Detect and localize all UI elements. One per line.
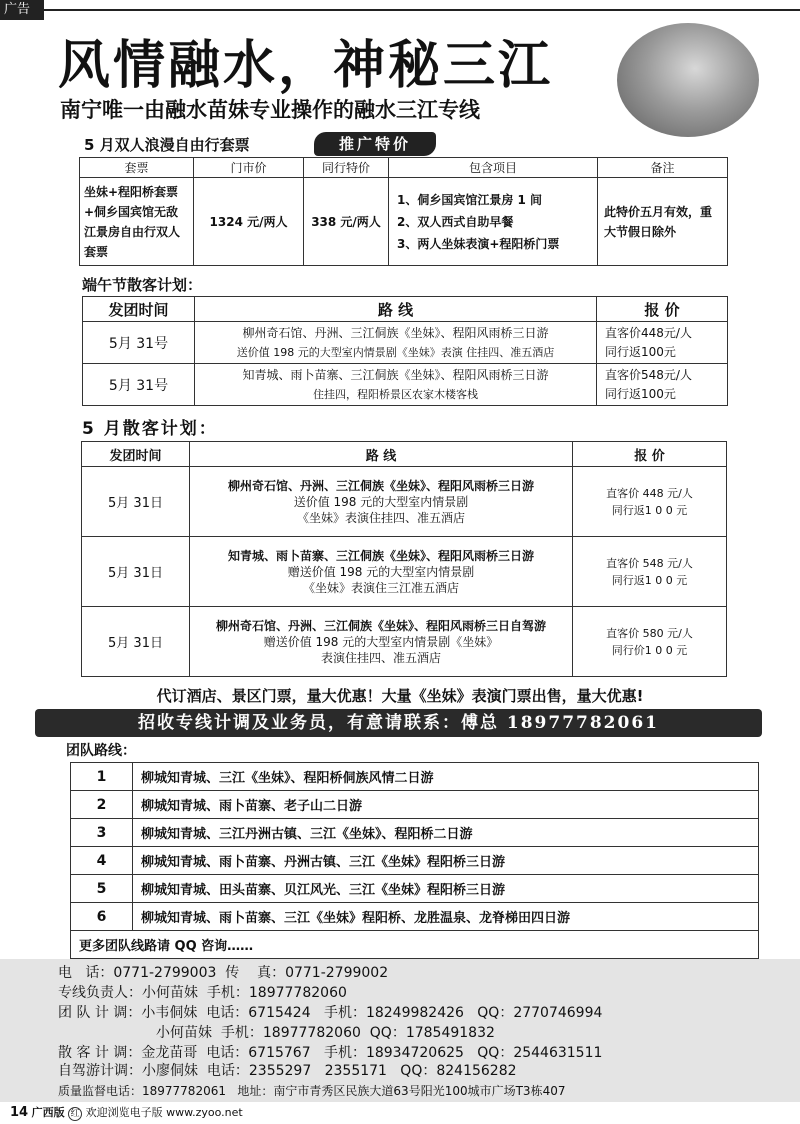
contact-panel: [0, 959, 800, 1102]
header-cell: 同行特价: [304, 158, 389, 178]
route-name: 柳城知青城、田头苗寨、贝江风光、三江《坐妹》程阳桥三日游: [133, 875, 759, 903]
items-cell: [389, 178, 598, 266]
route-line: 《坐妹》表演住三江准五酒店: [302, 580, 459, 595]
table-header-row: [82, 442, 727, 467]
route-cell: [190, 467, 573, 537]
top-divider: [44, 9, 800, 11]
promo-badge: 推广特价: [314, 132, 436, 156]
header-cell: 包含项目: [389, 158, 598, 178]
route-line: 表演住挂四、准五酒店: [320, 650, 441, 665]
header-cell: 门市价: [194, 158, 304, 178]
page-title: 风情融水，神秘三江: [58, 36, 554, 96]
dragon-boat-table: [82, 296, 728, 406]
page-footer: [10, 1106, 243, 1121]
table-row: [83, 322, 728, 364]
item-line: 2、双人西式自助早餐: [397, 214, 514, 229]
date-cell: 5月 31日: [82, 607, 190, 677]
price-line: 同行价1 0 0 元: [611, 643, 688, 657]
package-table: [79, 157, 728, 266]
note-cell: 此特价五月有效，重大节假日除外: [598, 178, 728, 266]
recruit-banner: 招收专线计调及业务员，有意请联系：傅总 18977782061: [35, 709, 762, 737]
retail-price-cell: 1324 元/两人: [194, 178, 304, 266]
route-cell: [190, 537, 573, 607]
route-cell: [190, 607, 573, 677]
contact-line: 自驾游计调：小廖侗妹 电话：2355297 2355171 QQ：824156282: [58, 1063, 517, 1079]
date-cell: 5月 31号: [83, 364, 195, 406]
header-cell: 报 价: [597, 297, 728, 322]
table-row: [71, 931, 759, 959]
route-line: 知青城、雨卜苗寨、三江侗族《坐妹》、程阳风雨桥三日游: [242, 367, 549, 382]
price-cell: [597, 364, 728, 406]
item-line: 3、两人坐妹表演+程阳桥门票: [397, 236, 560, 251]
contact-line: 专线负责人：小何苗妹 手机：18977782060: [58, 985, 347, 1001]
table-row: [71, 791, 759, 819]
route-line: 住挂四，程阳桥景区农家木楼客栈: [313, 387, 478, 401]
route-name: 柳城知青城、三江《坐妹》、程阳桥侗族风情二日游: [133, 763, 759, 791]
table-row: [83, 364, 728, 406]
edition-label: 广西版: [31, 1106, 65, 1119]
page-number: 14: [10, 1105, 29, 1120]
table-row: [80, 178, 728, 266]
contact-line: 电 话：0771-2799003 传 真：0771-2799002: [58, 965, 389, 981]
price-line: 同行返1 0 0 元: [611, 503, 688, 517]
price-line: 同行返1 0 0 元: [611, 573, 688, 587]
route-number: 5: [71, 875, 133, 903]
route-line: 柳州奇石馆、丹洲、三江侗族《坐妹》、程阳风雨桥三日游: [242, 325, 549, 340]
table-row: [82, 537, 727, 607]
route-line: 《坐妹》表演住挂四、准五酒店: [296, 510, 465, 525]
miao-girl-photo: [617, 23, 759, 137]
route-number: 6: [71, 903, 133, 931]
price-line: 直客价 580 元/人: [606, 626, 693, 640]
item-line: 1、侗乡国宾馆江景房 1 间: [397, 192, 543, 207]
route-number: 1: [71, 763, 133, 791]
team-heading: 团队路线：: [66, 743, 136, 759]
price-line: 直客价 448 元/人: [606, 486, 693, 500]
route-line: 赠送价值 198 元的大型室内情景剧《坐妹》: [263, 634, 499, 649]
promo-text: 代订酒店、景区门票，量大优惠！大量《坐妹》表演门票出售，量大优惠!: [156, 687, 644, 705]
price-line: 直客价448元/人: [605, 325, 692, 340]
header-cell: 报 价: [573, 442, 727, 467]
contact-line: 团 队 计 调：小韦侗妹 电话：6715424 手机：18249982426 QQ：2770746994: [58, 1005, 603, 1021]
header-cell: 套票: [80, 158, 194, 178]
date-cell: 5月 31日: [82, 467, 190, 537]
trade-price-cell: 338 元/两人: [304, 178, 389, 266]
section2-heading: 端午节散客计划：: [82, 276, 203, 294]
header-cell: 发团时间: [83, 297, 195, 322]
may-tour-table: [81, 441, 727, 677]
contact-line: 散 客 计 调：金龙苗哥 电话：6715767 手机：18934720625 QQ：2544631511: [58, 1045, 603, 1061]
price-line: 同行返100元: [605, 386, 676, 401]
table-row: [71, 875, 759, 903]
price-line: 直客价 548 元/人: [606, 556, 693, 570]
route-cell: [195, 322, 597, 364]
section3-heading: 5 月散客计划：: [82, 419, 218, 439]
contact-line: 小何苗妹 手机：18977782060 QQ：1785491832: [156, 1025, 495, 1041]
footer-text: 欢迎浏览电子版 www.zyoo.net: [85, 1106, 243, 1119]
table-row: [71, 847, 759, 875]
date-cell: 5月 31日: [82, 537, 190, 607]
price-line: 直客价548元/人: [605, 367, 692, 382]
price-line: 同行返100元: [605, 344, 676, 359]
route-number: 3: [71, 819, 133, 847]
table-header-row: [83, 297, 728, 322]
route-name: 柳城知青城、雨卜苗寨、三江《坐妹》程阳桥、龙胜温泉、龙脊梯田四日游: [133, 903, 759, 931]
header-cell: 备注: [598, 158, 728, 178]
price-cell: [573, 607, 727, 677]
ad-tag: 广告: [0, 0, 44, 20]
route-name: 柳城知青城、雨卜苗寨、老子山二日游: [133, 791, 759, 819]
header-cell: 路 线: [195, 297, 597, 322]
page-subtitle: 南宁唯一由融水苗妹专业操作的融水三江专线: [60, 98, 480, 122]
header-cell: 路 线: [190, 442, 573, 467]
table-row: [82, 607, 727, 677]
route-line: 知青城、雨卜苗寨、三江侗族《坐妹》、程阳风雨桥三日游: [227, 548, 534, 563]
edition-circle-icon: 红: [68, 1107, 82, 1121]
route-number: 2: [71, 791, 133, 819]
date-cell: 5月 31号: [83, 322, 195, 364]
team-route-table: [70, 762, 759, 959]
route-name: 柳城知青城、雨卜苗寨、丹洲古镇、三江《坐妹》程阳桥三日游: [133, 847, 759, 875]
price-cell: [573, 537, 727, 607]
ticket-cell: 坐妹+程阳桥套票+侗乡国宾馆无敌江景房自由行双人套票: [80, 178, 194, 266]
table-header-row: [80, 158, 728, 178]
route-name: 柳城知青城、三江丹洲古镇、三江《坐妹》、程阳桥二日游: [133, 819, 759, 847]
more-routes-note: 更多团队线路请 QQ 咨询……: [71, 931, 759, 959]
table-row: [71, 763, 759, 791]
section1-heading: 5 月双人浪漫自由行套票: [84, 136, 250, 154]
route-line: 柳州奇石馆、丹洲、三江侗族《坐妹》、程阳风雨桥三日游: [227, 478, 534, 493]
header-cell: 发团时间: [82, 442, 190, 467]
route-number: 4: [71, 847, 133, 875]
table-row: [82, 467, 727, 537]
table-row: [71, 903, 759, 931]
route-line: 送价值 198 元的大型室内情景剧: [293, 494, 469, 509]
table-row: [71, 819, 759, 847]
price-cell: [597, 322, 728, 364]
contact-line: 质量监督电话：18977782061 地址：南宁市青秀区民族大道63号阳光100城市广场T3栋407: [58, 1084, 566, 1098]
route-line: 柳州奇石馆、丹洲、三江侗族《坐妹》、程阳风雨桥三日自驾游: [215, 618, 546, 633]
route-cell: [195, 364, 597, 406]
price-cell: [573, 467, 727, 537]
route-line: 送价值 198 元的大型室内情景剧《坐妹》表演 住挂四、准五酒店: [236, 345, 555, 359]
route-line: 赠送价值 198 元的大型室内情景剧: [287, 564, 475, 579]
